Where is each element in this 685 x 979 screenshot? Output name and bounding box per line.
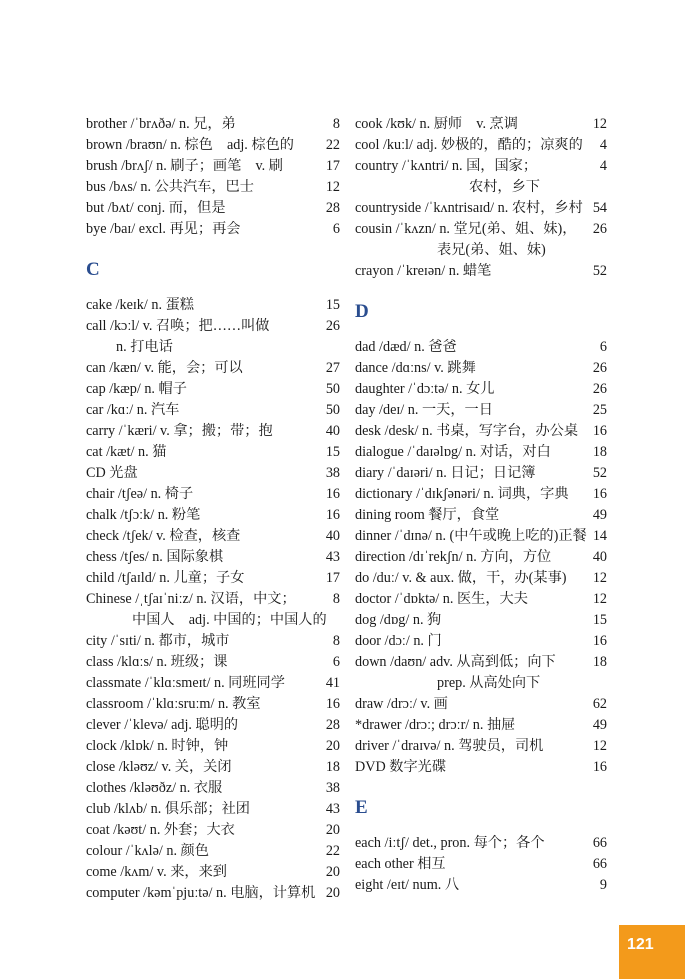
glossary-entry [355,484,607,505]
glossary-entry [355,114,607,135]
page-number: 121 [627,936,654,953]
glossary-entry [355,156,607,198]
glossary-entry [355,547,607,568]
entry-text: chair /tʃeə/ n. 椅子 [86,486,194,502]
entry-page: 9 [599,877,607,893]
glossary-entry [86,505,340,526]
entry-text: child /tʃaɪld/ n. 儿童；子女 [86,570,245,586]
entry-page: 12 [592,591,607,607]
entry-text: classmate /ˈklɑːsmeɪt/ n. 同班同学 [86,675,285,691]
entry-page: 6 [332,654,340,670]
entry-page: 4 [599,158,607,174]
glossary-entry [86,316,340,358]
entry-page: 52 [592,263,607,279]
entry-page: 12 [592,116,607,132]
entry-continuation: prep. 从高处向下 [437,675,541,691]
entry-text: dictionary /ˈdɪkʃənəri/ n. 词典，字典 [355,486,569,502]
entry-text: DVD 数字光碟 [355,759,447,775]
entry-page: 28 [325,200,340,216]
entry-text: desk /desk/ n. 书桌，写字台，办公桌 [355,423,579,439]
glossary-entry [355,757,607,778]
entry-page: 4 [599,137,607,153]
entry-text: day /deɪ/ n. 一天，一日 [355,402,493,418]
entry-page: 40 [325,528,340,544]
entry-text: check /tʃek/ v. 检查，核查 [86,528,241,544]
entry-page: 14 [592,528,607,544]
glossary-entry [355,875,607,896]
entry-text: but /bʌt/ conj. 而，但是 [86,200,226,216]
entry-page: 12 [325,179,340,195]
entry-page: 25 [592,402,607,418]
entry-page: 12 [592,570,607,586]
entry-text: cousin /ˈkʌzn/ n. 堂兄(弟、姐、妹)， [355,221,577,237]
glossary-entry [86,652,340,673]
glossary-entry [86,156,340,177]
entry-page: 22 [325,137,340,153]
entry-page: 16 [592,633,607,649]
glossary-entry [86,589,340,631]
entry-page: 8 [332,591,340,607]
entry-page: 6 [332,221,340,237]
entry-page: 62 [592,696,607,712]
entry-text: *drawer /drɔː; drɔːr/ n. 抽屉 [355,717,516,733]
glossary-entry [355,337,607,358]
entry-text: country /ˈkʌntri/ n. 国，国家； [355,158,538,174]
entry-page: 6 [599,339,607,355]
glossary-entry [86,526,340,547]
entry-page: 26 [592,221,607,237]
entry-page: 8 [332,116,340,132]
glossary-entry [355,568,607,589]
entry-page: 20 [325,864,340,880]
glossary-entry [86,547,340,568]
glossary-entry [86,421,340,442]
glossary-entry [86,379,340,400]
entry-page: 40 [325,423,340,439]
entry-text: dialogue /ˈdaɪəlɒg/ n. 对话，对白 [355,444,551,460]
entry-text: doctor /ˈdɒktə/ n. 医生，大夫 [355,591,528,607]
glossary-entry [355,736,607,757]
entry-text: carry /ˈkæri/ v. 拿；搬；带；抱 [86,423,273,439]
glossary-entry [86,715,340,736]
glossary-entry [86,862,340,883]
entry-continuation: n. 打电话 [116,339,173,355]
glossary-entry [86,841,340,862]
glossary-entry [86,177,340,198]
glossary-entry [355,421,607,442]
entry-page: 50 [325,402,340,418]
entry-text: daughter /ˈdɔːtə/ n. 女儿 [355,381,495,397]
entry-text: direction /dɪˈrekʃn/ n. 方向，方位 [355,549,552,565]
section-letter-heading: D [355,301,369,322]
entry-text: diary /ˈdaɪəri/ n. 日记；日记簿 [355,465,536,481]
entry-page: 17 [325,158,340,174]
entry-page: 26 [325,318,340,334]
entry-text: draw /drɔː/ v. 画 [355,696,448,712]
entry-page: 22 [325,843,340,859]
glossary-entry [86,631,340,652]
glossary-entry [86,694,340,715]
entry-text: Chinese /ˌtʃaɪˈniːz/ n. 汉语，中文； [86,591,296,607]
glossary-entry [86,358,340,379]
glossary-entry [86,198,340,219]
glossary-entry [86,484,340,505]
entry-page: 18 [325,759,340,775]
entry-page: 17 [325,570,340,586]
glossary-entry [86,295,340,316]
entry-continuation: 农村，乡下 [469,179,540,195]
entry-page: 16 [325,696,340,712]
glossary-entry [355,854,607,875]
glossary-entry [355,358,607,379]
entry-text: dance /dɑːns/ v. 跳舞 [355,360,476,376]
glossary-entry [355,526,607,547]
glossary-entry [86,568,340,589]
entry-page: 20 [325,738,340,754]
entry-page: 43 [325,549,340,565]
glossary-entry [86,442,340,463]
entry-text: brown /braʊn/ n. 棕色 adj. 棕色的 [86,137,294,153]
entry-page: 27 [325,360,340,376]
section-letter-heading: C [86,259,100,280]
entry-page: 38 [325,465,340,481]
entry-text: do /duː/ v. & aux. 做，干，办(某事) [355,570,567,586]
entry-text: each /iːtʃ/ det., pron. 每个；各个 [355,835,545,851]
glossary-entry [355,261,607,282]
entry-text: city /ˈsɪti/ n. 都市，城市 [86,633,230,649]
entry-text: crayon /ˈkreɪən/ n. 蜡笔 [355,263,492,279]
entry-page: 28 [325,717,340,733]
entry-page: 41 [325,675,340,691]
glossary-entry [86,736,340,757]
entry-page: 16 [592,423,607,439]
entry-text: colour /ˈkʌlə/ n. 颜色 [86,843,209,859]
entry-text: cook /kʊk/ n. 厨师 v. 烹调 [355,116,518,132]
glossary-entry [86,114,340,135]
entry-text: brother /ˈbrʌðə/ n. 兄，弟 [86,116,236,132]
entry-text: come /kʌm/ v. 来，来到 [86,864,227,880]
entry-text: down /daʊn/ adv. 从高到低；向下 [355,654,556,670]
entry-text: can /kæn/ v. 能，会；可以 [86,360,243,376]
entry-text: cool /kuːl/ adj. 妙极的，酷的；凉爽的 [355,137,583,153]
entry-text: dining room 餐厅，食堂 [355,507,500,523]
page-number-badge [619,925,685,979]
entry-page: 15 [325,297,340,313]
entry-text: dog /dɒg/ n. 狗 [355,612,442,628]
entry-page: 16 [592,486,607,502]
entry-page: 16 [592,759,607,775]
glossary-entry [86,799,340,820]
entry-text: clock /klɒk/ n. 时钟，钟 [86,738,229,754]
entry-text: cat /kæt/ n. 猫 [86,444,167,460]
glossary-entry [86,757,340,778]
glossary-entry [355,652,607,694]
entry-page: 16 [325,486,340,502]
entry-continuation: 中国人 adj. 中国的；中国人的 [132,612,327,628]
glossary-entry [355,833,607,854]
entry-text: chalk /tʃɔːk/ n. 粉笔 [86,507,201,523]
entry-text: computer /kəmˈpjuːtə/ n. 电脑，计算机 [86,885,316,901]
glossary-entry [355,505,607,526]
glossary-entry [86,463,340,484]
entry-text: dad /dæd/ n. 爸爸 [355,339,457,355]
glossary-entry [355,135,607,156]
glossary-entry [86,778,340,799]
entry-text: eight /eɪt/ num. 八 [355,877,460,893]
glossary-entry [86,135,340,156]
entry-page: 26 [592,360,607,376]
entry-text: countryside /ˈkʌntrisaɪd/ n. 农村，乡村 [355,200,583,216]
glossary-entry [355,400,607,421]
entry-text: club /klʌb/ n. 俱乐部；社团 [86,801,250,817]
entry-page: 20 [325,822,340,838]
glossary-entry [355,463,607,484]
entry-page: 18 [592,654,607,670]
entry-text: chess /tʃes/ n. 国际象棋 [86,549,224,565]
entry-page: 12 [592,738,607,754]
left-column [86,114,340,904]
entry-page: 49 [592,507,607,523]
entry-page: 49 [592,717,607,733]
entry-page: 38 [325,780,340,796]
entry-text: coat /kəʊt/ n. 外套；大衣 [86,822,235,838]
glossary-entry [86,400,340,421]
entry-text: bus /bʌs/ n. 公共汽车，巴士 [86,179,254,195]
entry-text: driver /ˈdraɪvə/ n. 驾驶员，司机 [355,738,544,754]
entry-page: 18 [592,444,607,460]
entry-page: 50 [325,381,340,397]
glossary-entry [355,610,607,631]
entry-page: 16 [325,507,340,523]
glossary-entry [355,198,607,219]
glossary-entry [355,589,607,610]
glossary-entry [355,442,607,463]
entry-page: 66 [592,835,607,851]
entry-page: 66 [592,856,607,872]
entry-text: clever /ˈklevə/ adj. 聪明的 [86,717,239,733]
glossary-entry [355,379,607,400]
entry-text: car /kɑː/ n. 汽车 [86,402,180,418]
entry-page: 8 [332,633,340,649]
entry-text: dinner /ˈdɪnə/ n. (中午或晚上吃的)正餐 [355,528,587,544]
entry-page: 15 [325,444,340,460]
entry-continuation: 表兄(弟、姐、妹) [437,242,546,258]
entry-text: close /kləʊz/ v. 关，关闭 [86,759,232,775]
entry-page: 52 [592,465,607,481]
entry-text: brush /brʌʃ/ n. 刷子；画笔 v. 刷 [86,158,283,174]
section-letter-heading: E [355,797,368,818]
glossary-entry [86,219,340,240]
right-column [355,114,607,896]
entry-text: bye /baɪ/ excl. 再见；再会 [86,221,241,237]
glossary-entry [355,715,607,736]
entry-text: classroom /ˈklɑːsruːm/ n. 教室 [86,696,261,712]
entry-text: cap /kæp/ n. 帽子 [86,381,187,397]
entry-text: CD 光盘 [86,465,138,481]
entry-page: 54 [592,200,607,216]
glossary-entry [355,694,607,715]
entry-page: 20 [325,885,340,901]
glossary-entry [86,883,340,904]
glossary-entry [86,673,340,694]
glossary-entry [355,219,607,261]
entry-page: 26 [592,381,607,397]
entry-text: call /kɔːl/ v. 召唤；把……叫做 [86,318,270,334]
glossary-entry [355,631,607,652]
entry-page: 40 [592,549,607,565]
entry-text: clothes /kləʊðz/ n. 衣服 [86,780,223,796]
entry-text: door /dɔː/ n. 门 [355,633,442,649]
entry-text: each other 相互 [355,856,446,872]
entry-text: cake /keɪk/ n. 蛋糕 [86,297,194,313]
entry-page: 15 [592,612,607,628]
entry-text: class /klɑːs/ n. 班级；课 [86,654,228,670]
entry-page: 43 [325,801,340,817]
glossary-entry [86,820,340,841]
